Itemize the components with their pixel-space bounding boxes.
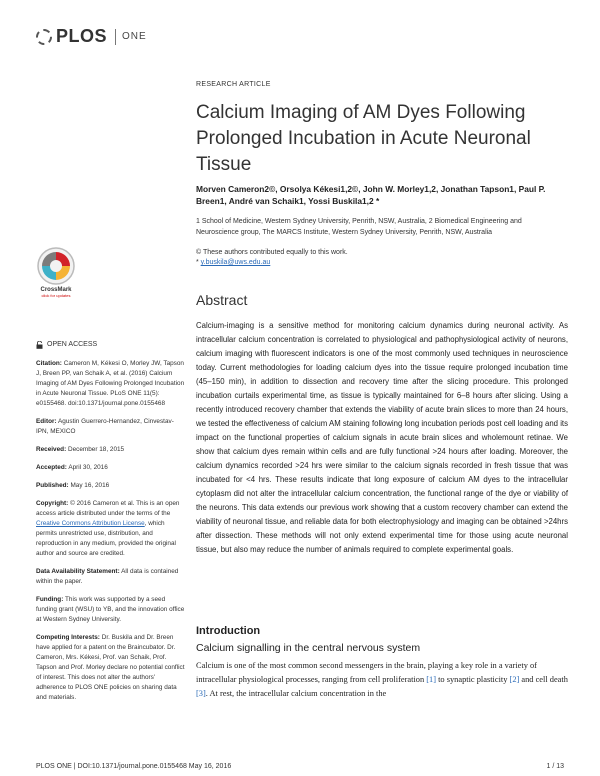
equal-contribution-note: © These authors contributed equally to this work. — [196, 249, 348, 256]
intro-text-part: to synaptic plasticity — [436, 675, 510, 684]
logo-journal: ONE — [122, 31, 147, 42]
copyright-text-end: , which permits unrestricted use, distribution, and reproduction in any medium, provided the original author and source are credited. — [36, 520, 176, 557]
copyright-text: © 2016 Cameron et al. This is an open access article distributed under the terms of the — [36, 500, 180, 517]
corresponding-author — [196, 258, 566, 268]
crossmark-label: CrossMark — [40, 287, 72, 293]
published-date: May 16, 2016 — [70, 482, 110, 489]
editor-label: Editor: — [36, 418, 57, 425]
citation-text: Cameron M, Kékesi O, Morley JW, Tapson J, Breen PP, van Schaik A, et al. (2016) Calcium Imaging of AM Dyes Following Prolonged Incubation in Acute Neuronal Tissue. PLoS ONE 11(5): e0155468. doi:10.1371/journal.pone.0155468 — [36, 360, 185, 407]
article-info-sidebar — [36, 340, 186, 711]
editor-text: Agustin Guerrero-Hernandez, Cinvestav-IPN, MEXICO — [36, 418, 174, 435]
data-availability-block — [36, 567, 186, 587]
footer-citation: PLOS ONE | DOI:10.1371/journal.pone.0155468 May 16, 2016 — [36, 763, 232, 770]
copyright-label: Copyright: — [36, 500, 69, 507]
article-title: Calcium Imaging of AM Dyes Following Prolonged Incubation in Acute Neuronal Tissue — [196, 102, 531, 175]
received-block — [36, 445, 186, 455]
accepted-label: Accepted: — [36, 464, 67, 471]
copyright-block — [36, 499, 186, 559]
author-list: Morven Cameron2©, Orsolya Kékesi1,2©, John W. Morley1,2, Jonathan Tapson1, Paul P. Breen1, André van Schaik1, Yossi Buskila1,2 * — [196, 184, 546, 206]
page-number: 1 / 13 — [546, 763, 564, 770]
funding-label: Funding: — [36, 596, 64, 603]
article-type: RESEARCH ARTICLE — [196, 81, 271, 88]
competing-interests-block — [36, 633, 186, 703]
logo-brand: PLOS — [56, 26, 108, 46]
intro-text-part: . At rest, the intracellular calcium concentration in the — [205, 689, 387, 698]
editor-block — [36, 417, 186, 437]
affiliations: 1 School of Medicine, Western Sydney University, Penrith, NSW, Australia, 2 Biomedical Engineering and Neuroscience group, The MARCS Institute, Western Sydney University, Penrith, NSW, Australia — [196, 218, 522, 236]
crossmark-icon — [36, 246, 76, 286]
accepted-date: April 30, 2016 — [68, 464, 108, 471]
data-availability-text: All data is contained within the paper. — [36, 568, 179, 585]
published-block — [36, 481, 186, 491]
crossmark-sublabel: click for updates — [41, 293, 71, 298]
abstract-heading: Abstract — [196, 292, 248, 308]
abstract-text: Calcium-imaging is a sensitive method for monitoring calcium dynamics during neuronal activity. As intracellular calcium concentration is correlated to physiological and pathophysiological activity of neurons, calcium imaging with fluorescent indicators is one of the most commonly used techniques in neuroscience today. Current methodologies for loading calcium dyes into the tissue require prolonged incubation time (45–150 min), in addition to dissection and recovery time after the slicing procedure. This prolonged incubation curtails experimental time, as tissue is typically maintained for 6–8 hours after slicing. Using a recently introduced recovery chamber that extends the viability of acute brain slices to more than 24 hours, we tested the effectiveness of calcium AM staining following long incubation periods post cell loading and its impact on the functional properties of calcium signals in acute brain slices and wholemount retinae. We show that calcium dyes remain within cells and are fully functional >24 hours after loading. Moreover, the calcium dynamics recorded >24 hrs were similar to the calcium signals recorded in fresh tissue that was incubated for <4 hrs. These results indicate that long exposure of calcium AM dyes to the intracellular cytoplasm did not alter the intracellular calcium concentration, the functional range of the dye or viability of the neurons. This data extends our previous work showing that a custom recovery chamber can extend the viability of neuronal tissue, and reliable data for both electrophysiology and imaging can be obtained >24hrs after dissection. These methods will not only extend experimental time for those using acute neuronal tissue, but also may reduce the number of animals required to complete experimental goals. — [196, 321, 568, 554]
open-lock-icon — [36, 341, 43, 349]
license-link[interactable]: Creative Commons Attribution License — [36, 520, 145, 527]
logo-divider — [115, 29, 116, 45]
open-access-badge — [36, 340, 186, 350]
citation-block — [36, 359, 186, 409]
introduction-subheading: Calcium signalling in the central nervous system — [196, 642, 421, 654]
competing-interests-label: Competing Interests: — [36, 634, 100, 641]
introduction-heading: Introduction — [196, 625, 261, 637]
published-label: Published: — [36, 482, 69, 489]
author-notes — [196, 248, 566, 268]
received-date: December 18, 2015 — [67, 446, 125, 453]
competing-interests-text: Dr. Buskila and Dr. Breen have applied for a patent on the Braincubator. Dr. Cameron, Mrs. Kékesi, Prof. van Schaik, Prof. Tapson and Prof. Morley declare no potential conflict of interest. This does not alter the authors' adherence to PLOS ONE policies on sharing data and materials. — [36, 634, 185, 701]
open-access-label: OPEN ACCESS — [47, 341, 98, 348]
reference-link-1[interactable]: [1] — [426, 675, 437, 684]
corresponding-email-link[interactable]: y.buskila@uws.edu.au — [200, 259, 271, 266]
plos-one-logo — [36, 26, 147, 47]
crossmark-badge[interactable] — [36, 246, 76, 298]
funding-block — [36, 595, 186, 625]
reference-link-3[interactable]: [3] — [196, 689, 206, 698]
plos-logo-icon — [36, 29, 52, 45]
corresponding-marker: * — [196, 259, 201, 266]
introduction-text — [196, 659, 568, 701]
intro-text-part: Calcium is one of the most common second messengers in the brain, playing a key role in a variety of intracellular physiological processes, ranging from cell proliferation — [196, 661, 537, 684]
accepted-block — [36, 463, 186, 473]
received-label: Received: — [36, 446, 67, 453]
intro-text-part: and cell death — [519, 675, 568, 684]
funding-text: This work was supported by a seed funding grant (WSU) to YB, and the innovation office at Western Sydney University. — [36, 596, 185, 623]
data-availability-label: Data Availability Statement: — [36, 568, 120, 575]
citation-label: Citation: — [36, 360, 62, 367]
reference-link-2[interactable]: [2] — [509, 675, 520, 684]
